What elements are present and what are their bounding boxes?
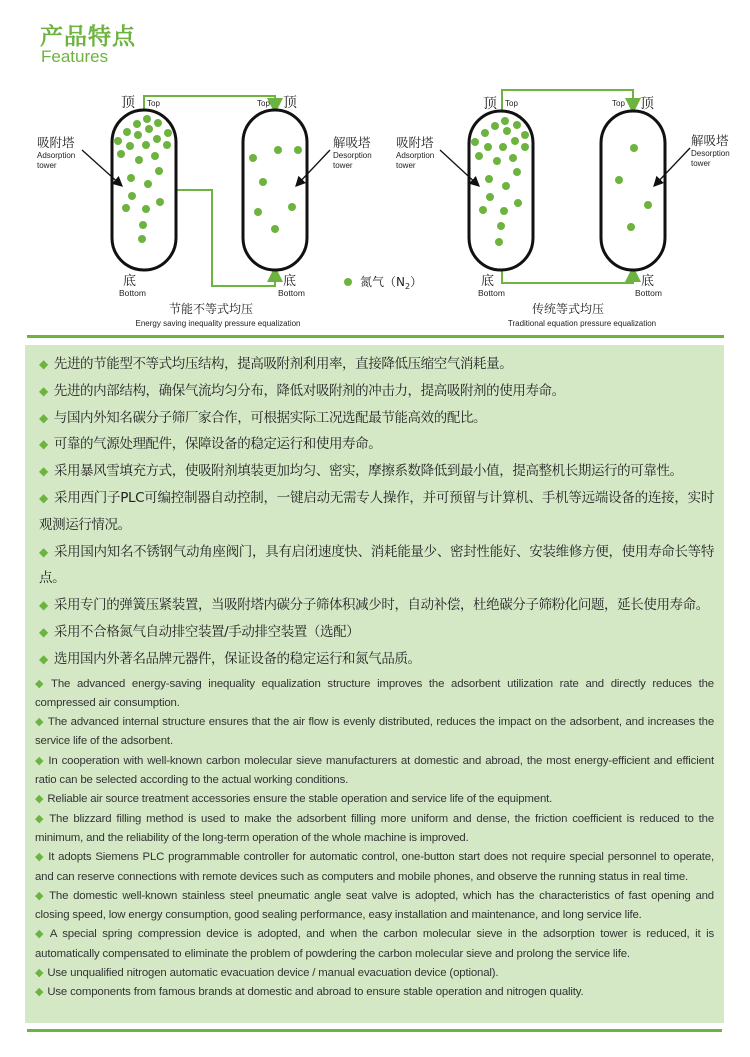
nitrogen-dot-icon [151,152,159,160]
feature-text: It adopts Siemens PLC programmable controller for automatic control, one-button start does not require special personnel to operate, and can reserve connections with remote devices such as computers and mobile phones, and observe the running status in real time. [35,851,714,883]
feature-text: The advanced internal structure ensures that the air flow is evenly distributed, reduces the impact on the adsorbent, and increases the service life of the adsorbent. [35,716,715,748]
bullet-diamond-icon: ◆ [39,598,48,613]
nitrogen-dot-icon [249,154,257,162]
desorption-label-en: Desorption [691,149,730,158]
bullet-diamond-icon: ◆ [35,754,45,767]
nitrogen-dot-icon [288,203,296,211]
nitrogen-dot-icon [521,143,529,151]
nitrogen-dot-icon [500,207,508,215]
bottom-label-cn: 底 [283,274,297,289]
nitrogen-dot-icon [164,129,172,137]
nitrogen-dot-icon [513,121,521,129]
feature-text: 可靠的气源处理配件，保障设备的稳定运行和使用寿命。 [53,436,382,453]
top-label-cn: 顶 [640,96,654,112]
feature-text: A special spring compression device is adopted, and when the carbon molecular sieve in the adsorption tower is reduced, it is automatically compensated to eliminate the problem of powdering the carbon molecular sieve and prolong the service life. [35,928,714,960]
feature-text: 先进的节能型不等式均压结构，提高吸附剂利用率，直接降低压缩空气消耗量。 [53,356,513,372]
feature-item [39,458,714,485]
nitrogen-dot-icon [502,182,510,190]
bullet-diamond-icon: ◆ [35,851,45,864]
adsorption-label-cn: 吸附塔 [37,135,75,150]
feature-item [39,485,714,539]
features-section [25,345,724,1032]
diagram-traditional [396,90,730,328]
bullet-diamond-icon: ◆ [39,544,48,559]
feature-text: 采用专门的弹簧压紧装置，当吸附塔内碳分子筛体积减少时，自动补偿，杜绝碳分子筛粉化问题，延长使用寿命。 [53,597,709,614]
bullet-diamond-icon: ◆ [39,490,48,505]
nitrogen-dot-icon [128,192,136,200]
diagram-caption-en: Energy saving inequality pressure equalization [135,319,301,328]
nitrogen-dot-icon [143,115,151,123]
nitrogen-dot-icon [142,205,150,213]
desorption-label-en2: tower [333,161,353,170]
feature-item [35,675,714,714]
feature-text: 先进的内部结构，确保气流均匀分布，降低对吸附剂的冲击力，提高吸附剂的使用寿命。 [53,382,565,399]
feature-item [39,592,714,619]
feature-text: The blizzard filling method is used to make the adsorbent filling more uniform and dense, the friction coefficient is reduced to the minimum, and the reliability of the long-term operation of the whole machine is improved. [35,812,715,844]
nitrogen-dot-icon [479,206,487,214]
nitrogen-dot-icon [142,141,150,149]
nitrogen-dot-icon [254,208,262,216]
feature-text: 采用国内知名不锈钢气动角座阀门，具有启闭速度快、消耗能量少、密封性能好、安装维修方便，使用寿命长等特点。 [39,543,714,587]
bullet-diamond-icon: ◆ [39,410,48,425]
feature-item [35,752,714,791]
feature-item [39,539,714,593]
nitrogen-dot-icon [294,146,302,154]
feature-text: 选用国内外著名品牌元器件，保证设备的稳定运行和氮气品质。 [53,650,421,667]
nitrogen-dot-icon [615,176,623,184]
bullet-diamond-icon: ◆ [39,383,48,398]
feature-text: 采用暴风雪填充方式，使吸附剂填装更加均匀、密实，摩擦系数降低到最小值，提高整机长期运行的可靠性。 [53,463,683,480]
nitrogen-dot-icon [145,125,153,133]
feature-item [39,378,714,405]
feature-item [35,713,714,752]
diagram-caption-cn: 节能不等式均压 [168,302,254,316]
feature-text: 与国内外知名碳分子筛厂家合作，可根据实际工况选配最节能高效的配比。 [53,409,487,426]
nitrogen-dot-icon [163,141,171,149]
nitrogen-dot-icon [644,201,652,209]
nitrogen-dot-icon [493,157,501,165]
nitrogen-dot-icon [485,175,493,183]
nitrogen-dot-icon [509,154,517,162]
nitrogen-dot-icon [122,204,130,212]
page-title-cn: 产品特点 [40,24,136,50]
feature-item [39,431,714,458]
divider-bottom [27,1029,722,1032]
bullet-diamond-icon: ◆ [39,464,48,479]
feature-text: The advanced energy-saving inequality equalization structure improves the adsorbent utilization rate and directly reduces the compressed air consumption. [35,677,714,709]
desorption-tower [243,110,307,270]
nitrogen-dot-icon [481,129,489,137]
bullet-diamond-icon: ◆ [39,651,48,666]
nitrogen-dot-icon [134,131,142,139]
feature-item [35,964,714,983]
bottom-label-cn: 底 [641,274,655,289]
nitrogen-dot-icon [503,127,511,135]
adsorption-label-en2: tower [37,161,57,170]
nitrogen-dot-icon [139,221,147,229]
feature-item [35,848,714,887]
pressure-equalization-diagrams [0,0,750,340]
feature-item [35,925,714,964]
adsorption-label-en2: tower [396,161,416,170]
adsorption-label-en: Adsorption [37,151,76,160]
nitrogen-dot-icon [154,119,162,127]
nitrogen-dot-icon [486,193,494,201]
legend-label: 氮气$(N_2)$ [360,275,423,291]
feature-item [39,619,714,646]
bullet-diamond-icon: ◆ [35,928,46,941]
top-label-en: Top [505,99,518,108]
feature-item [39,351,714,378]
nitrogen-dot-icon [627,223,635,231]
feature-text: Reliable air source treatment accessories ensure the stable operation and service life of the equipment. [47,793,553,806]
page-title-en: Features [41,47,109,66]
nitrogen-dot-icon [274,146,282,154]
bullet-diamond-icon: ◆ [39,624,48,639]
feature-text: 采用西门子PLC可编控制器自动控制，一键启动无需专人操作，并可预留与计算机、手机等远端设备的连接，实时观测运行情况。 [39,489,714,533]
bullet-diamond-icon: ◆ [35,793,44,806]
feature-text: 采用不合格氮气自动排空装置/手动排空装置（选配） [53,623,360,640]
bullet-diamond-icon: ◆ [35,986,44,999]
features-list-cn [35,351,714,673]
bottom-label-cn: 底 [481,274,495,289]
desorption-label-cn: 解吸塔 [333,135,371,150]
bottom-pipe [502,270,633,283]
feature-item [39,646,714,673]
bullet-diamond-icon: ◆ [35,812,46,825]
desorption-label-en: Desorption [333,151,372,160]
desorption-label-cn: 解吸塔 [691,133,729,148]
adsorption-label-en: Adsorption [396,151,435,160]
nitrogen-dot-icon [153,135,161,143]
feature-item [39,405,714,432]
top-label-en: Top [612,99,625,108]
bullet-diamond-icon: ◆ [35,889,46,902]
nitrogen-dot-icon [475,152,483,160]
nitrogen-dot-icon [123,128,131,136]
feature-text: Use components from famous brands at domestic and abroad to ensure stable operation and nitrogen quality. [47,986,584,999]
top-label-cn: 顶 [483,96,497,112]
bottom-label-en: Bottom [478,288,505,298]
bullet-diamond-icon: ◆ [39,357,48,371]
bottom-label-en: Bottom [635,288,662,298]
top-pipe [144,96,275,110]
top-label-en: Top [147,99,160,108]
legend [344,274,422,291]
feature-text: In cooperation with well-known carbon molecular sieve manufacturers at domestic and abroad, the most energy-efficient and efficient ratio can be selected according to the actual working conditions. [35,754,714,787]
nitrogen-dot-icon [133,120,141,128]
features-panel [25,345,724,1023]
nitrogen-dot-icon [344,278,352,286]
diagram-caption-en: Traditional equation pressure equalization [507,319,657,328]
nitrogen-dot-icon [271,225,279,233]
nitrogen-dot-icon [144,180,152,188]
nitrogen-dot-icon [513,168,521,176]
bullet-diamond-icon: ◆ [35,967,44,980]
divider-top [27,335,724,338]
nitrogen-dot-icon [630,144,638,152]
nitrogen-dot-icon [114,137,122,145]
bullet-diamond-icon: ◆ [35,677,48,690]
top-label-cn: 顶 [121,95,135,111]
bottom-label-cn: 底 [123,274,137,289]
nitrogen-dot-icon [117,150,125,158]
bottom-label-en: Bottom [278,288,305,298]
bottom-label-en: Bottom [119,288,146,298]
feature-text: The domestic well-known stainless steel pneumatic angle seat valve is adopted, which has the characteristics of fast opening and closing speed, low energy consumption, good sealing performance, easy installation and maintenance, and long service life. [35,889,714,922]
nitrogen-dot-icon [521,131,529,139]
feature-text: Use unqualified nitrogen automatic evacuation device / manual evacuation device (optional). [47,967,499,980]
nitrogen-dot-icon [491,122,499,130]
nitrogen-dot-icon [484,143,492,151]
bullet-diamond-icon: ◆ [35,716,44,729]
features-list-en [35,675,714,1003]
feature-item [35,983,714,1002]
nitrogen-dot-icon [156,198,164,206]
diagram-energy-saving [37,95,372,328]
feature-item [35,810,714,849]
bullet-diamond-icon: ◆ [39,437,48,452]
nitrogen-dot-icon [126,142,134,150]
top-label-cn: 顶 [283,95,297,111]
nitrogen-dot-icon [138,235,146,243]
top-label-en: Top [257,99,270,108]
diagram-caption-cn: 传统等式均压 [531,302,605,316]
nitrogen-dot-icon [127,174,135,182]
nitrogen-dot-icon [511,137,519,145]
nitrogen-dot-icon [514,199,522,207]
desorption-tower [601,111,665,270]
nitrogen-dot-icon [499,143,507,151]
feature-item [35,790,714,809]
nitrogen-dot-icon [495,238,503,246]
feature-item [35,887,714,926]
adsorption-label-cn: 吸附塔 [396,135,434,150]
nitrogen-dot-icon [259,178,267,186]
nitrogen-dot-icon [501,117,509,125]
nitrogen-dot-icon [155,167,163,175]
nitrogen-dot-icon [497,222,505,230]
nitrogen-dot-icon [471,138,479,146]
nitrogen-dot-icon [135,156,143,164]
desorption-label-en2: tower [691,159,711,168]
